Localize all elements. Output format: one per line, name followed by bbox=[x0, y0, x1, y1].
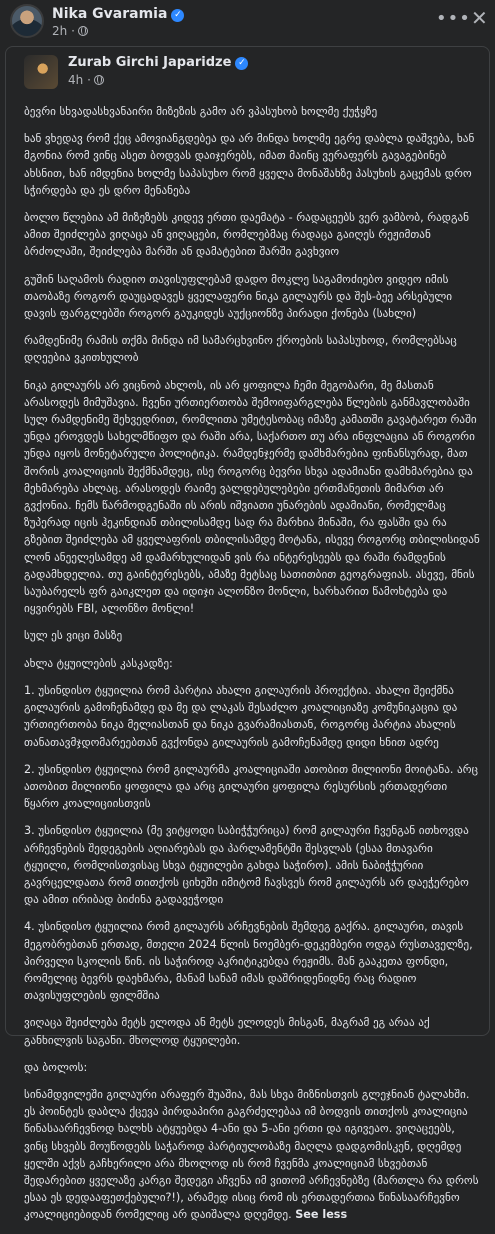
paragraph: ახლა ტყუილების კასკადზე: bbox=[24, 656, 173, 670]
paragraph-last bbox=[24, 1086, 480, 1224]
author-name[interactable] bbox=[52, 6, 184, 22]
paragraph-text: სინამდვილეში გილაური არაფერ შუაშია, მას სხვა მიზნისთვის გლეჯნიან ტალახში. ეს პოინტეს დაბლა ქცევა პირდაპირი გაგრძელებაა იმ ბოდვის თითქოს კოალიცია წინასაარჩევნოდ ხალხს ატყუებდა 4-ანი და 5-ანი ერთი და იგივეაო. ვიღაცეებს, ვინც სხვებს მოუწოდებს საჭაროდ პარტიულობაზე მაღლა დადგომისკენ, დღემდე ყელში აქვს გაჩხერილი არა მხოლოდ ის რომ ჩვენმა კოალიციამ სხვებთან შედარებით ყველაზე კარგი შედეგი აჩვენა იმ ვითომ არჩევნებზე (მართლა რა დროს ესაა ეს დედააფეთქებული?!), არამედ ისიც რომ ის ერთადერთია წინასაარჩევნო კოალიციებიდან რომელიც არ დაიშალა დღემდე. bbox=[24, 1087, 479, 1222]
paragraph: ვიღაცა შეიძლება მეტს ელოდა ან მეტს ელოდეს მისგან, მაგრამ ეგ არაა აქ განხილვის საგანი. მხოლოდ ტყუილები. bbox=[24, 1016, 430, 1047]
author-name-text[interactable]: Nika Gvaramia bbox=[52, 6, 168, 22]
verified-badge-icon: ✓ bbox=[235, 57, 248, 70]
paragraph: ბევრი სხვადასხვანაირი მიზეზის გამო არ ვპასუხობ ხოლმე ქუჭყზე bbox=[24, 105, 378, 118]
post-meta: 2h · bbox=[52, 24, 88, 38]
paragraph: რამდენიმე რამის თქმა მინდა იმ სამარცხვინო ქროების საპასუხოდ, რომლებსაც დღეებია ვკითხულობ bbox=[24, 334, 457, 365]
paragraph: ხან ვხედავ რომ ქეც ამოვიანგდებეა და არ მინდა ხოლმე ეგრე დაბლა დაშვება, ხან მგონია რომ ვინც ასეთ ბოდვას დაიჯერებს, იმათ მაინც ვერაფერს გავაგებინებ ახსნით, ხან იმდენია ხოლმე საპასუხო რომ ყველა მონაშახზე პასუხის გაცემას დრო სჭირდება და ეს დრო მენანება bbox=[24, 132, 475, 197]
more-options-icon[interactable]: ••• bbox=[436, 8, 471, 29]
paragraph: სულ ეს ვიცი მასზე bbox=[24, 629, 123, 643]
paragraph: ნიკა გილაურს არ ვიცნობ ახლოს, ის არ ყოფილა ჩემი მეგობარი, მე მასთან არასოდეს მიმუშავია. ჩვენი ურთიერთობა შემოიფარგლება წლების განმავლობაში სულ რამდენიმე შეხვედრით, რომლითა უმეტესობაც იმაზე კამათში გავატარეთ რაში უნდა ეროვდეს სახელმწიფო და რაში არა, საქართო თუ არა ინფლაცია ან როგორი უნდა იყოს მონეტარული პოლიტიკა. რამდენჯერმე დამხმარებია ფინანსურად, მათ შორის კოალიციის შექმნამდეც, ისე როგორც ბევრი სხვა ადამიანი დამხმარებია და მეხმარება ახლაც. არასოდეს რაიმე ვალდებულებები ერთმანეთის მიმართ არ გვქონია. ჩემს წარმოდგენაში ის არის იშვიათი უნარების ადამიანი, რომელმაც ზუპერად იცის ჰეკინდიან თბილისამდე სად რა მარხია მინაში, რა ფასში და რა გზებით შეიძლება ამ ყველაფრის თბილისამდე მოტანა, ისევე როგორც თბილისიდან ლონ ანეელესამდე ამ დამარხულიდან ვის რა ინტერესეებს და რაში რამდენის გადამხდელია. თუ გაინტერესებს, ამაზე მეტსაც სათითბით გეოგრაფიას. ასევე, მნის საუბარელს ფრ გაიკლეთ და იდიჯი ალონზო მონლი, ხარხარით წამოხტება და იყვირებს FBI, ალონზო მონლი! bbox=[24, 378, 480, 616]
post-header bbox=[0, 0, 495, 44]
close-icon[interactable]: ✕ bbox=[471, 6, 488, 30]
paragraph: და ბოლოს: bbox=[24, 1060, 88, 1074]
shared-author-name-text[interactable]: Zurab Girchi Japaridze bbox=[68, 55, 232, 70]
post-body bbox=[24, 103, 480, 1234]
public-globe-icon bbox=[94, 75, 104, 85]
paragraph: 4. უსინდისო ტყუილია რომ გილაურს არჩევნების შემდეგ გაქრა. გილაური, თავის მეგობრებთან ერთად, მთელი 2024 წლის ნოემბერ-დეკემბერი ოდგა რუსთაველზე, პირველი სკოლის წინ. ის საჭიროდ აკრიტიკებდა რეჟიმს. მან გააკეთა ფონდი, რომელიც ბევრს დაეხმარა, მანამ სანამ იმას დაშრიდენიდნე რაც რადიო თავისუფლების ფილმშია bbox=[24, 920, 473, 1003]
post-time[interactable]: 2h bbox=[52, 24, 68, 38]
paragraph: ბოლო წლებია ამ მიზეზებს კიდევ ერთი დაემატა - რადაცეებს ვერ ვამბობ, რადგან ამით შეიძლება ვიღაცა ან ვიღაცები, რომლებმაც რადაცა გაიღეს რეჟიმთან ბრძოლაში, შეიძლება მარში ან დამატებით შარში გავხვიო bbox=[24, 211, 469, 259]
see-less-link[interactable]: See less bbox=[295, 1208, 348, 1222]
paragraph: 3. უსინდისო ტყუილია (მე ვიტყოდი საბიჭჭურიცა) რომ გილაური ჩვენგან ითხოვდა არჩევნების შედეგების აღიარებას და პარლამენტში შესვლას (ესაა მთავარი ტყუილი, რომლისთვისაც სხვა ტყუილები გახდა საჭირო). ამის ნაბიჭჭურიი გავრცელდათა რომ თითქოს ციხეში იმიტომ ჩავსვეს რომ გილაურს არ დაეჭერებო და ამით ირიბად ბიძინა გადავეჭოდი bbox=[24, 824, 469, 907]
paragraph: გუშინ საღამოს რადიო თავისუფლებამ დადო მოკლე საგამოძიებო ვიდეო იმის თაობაზე როგორ დაუცადავეს ყველაფერი ნიკა გილაურს და შეს-ბეე არსებული დავის ფარგლებში როგორ გაუკიდეს აუქციონზე პირადი ქონება (სახლი) bbox=[24, 272, 453, 321]
author-avatar[interactable] bbox=[10, 4, 44, 38]
shared-post-meta: 4h · bbox=[68, 73, 104, 87]
verified-badge-icon: ✓ bbox=[171, 9, 184, 22]
paragraph: 1. უსინდისო ტყუილია რომ პარტია ახალი გილაურის პროექტია. ახალი შეიქმნა გილაურის გამოჩენამდე და მე და ლაკას შესაძლო კოალიციაზე კომუნიკაცია და ურთიერთობა ნიკა მელიასთან და ნიკა გვარამიასთან, როგორც პარტია ახალის თანათავმჯდომარეებთან გვქონდა გილაურის გამოჩენამდე დიდი ხნით ადრე bbox=[24, 683, 458, 749]
shared-post-card bbox=[5, 46, 490, 1222]
shared-author-avatar[interactable] bbox=[24, 55, 58, 89]
shared-post-time[interactable]: 4h bbox=[68, 73, 84, 87]
public-globe-icon bbox=[78, 26, 88, 36]
shared-author-name[interactable] bbox=[68, 55, 248, 70]
paragraph: 2. უსინდისო ტყუილია რომ გილაურმა კოალიციაში ათობით მილიონი მოიტანა. არც ათობით მილიონი ყოფილა და არც გილაური ყოფილა რესურსის ერთადერთი წყარო კოალიციისთვის bbox=[24, 762, 478, 811]
